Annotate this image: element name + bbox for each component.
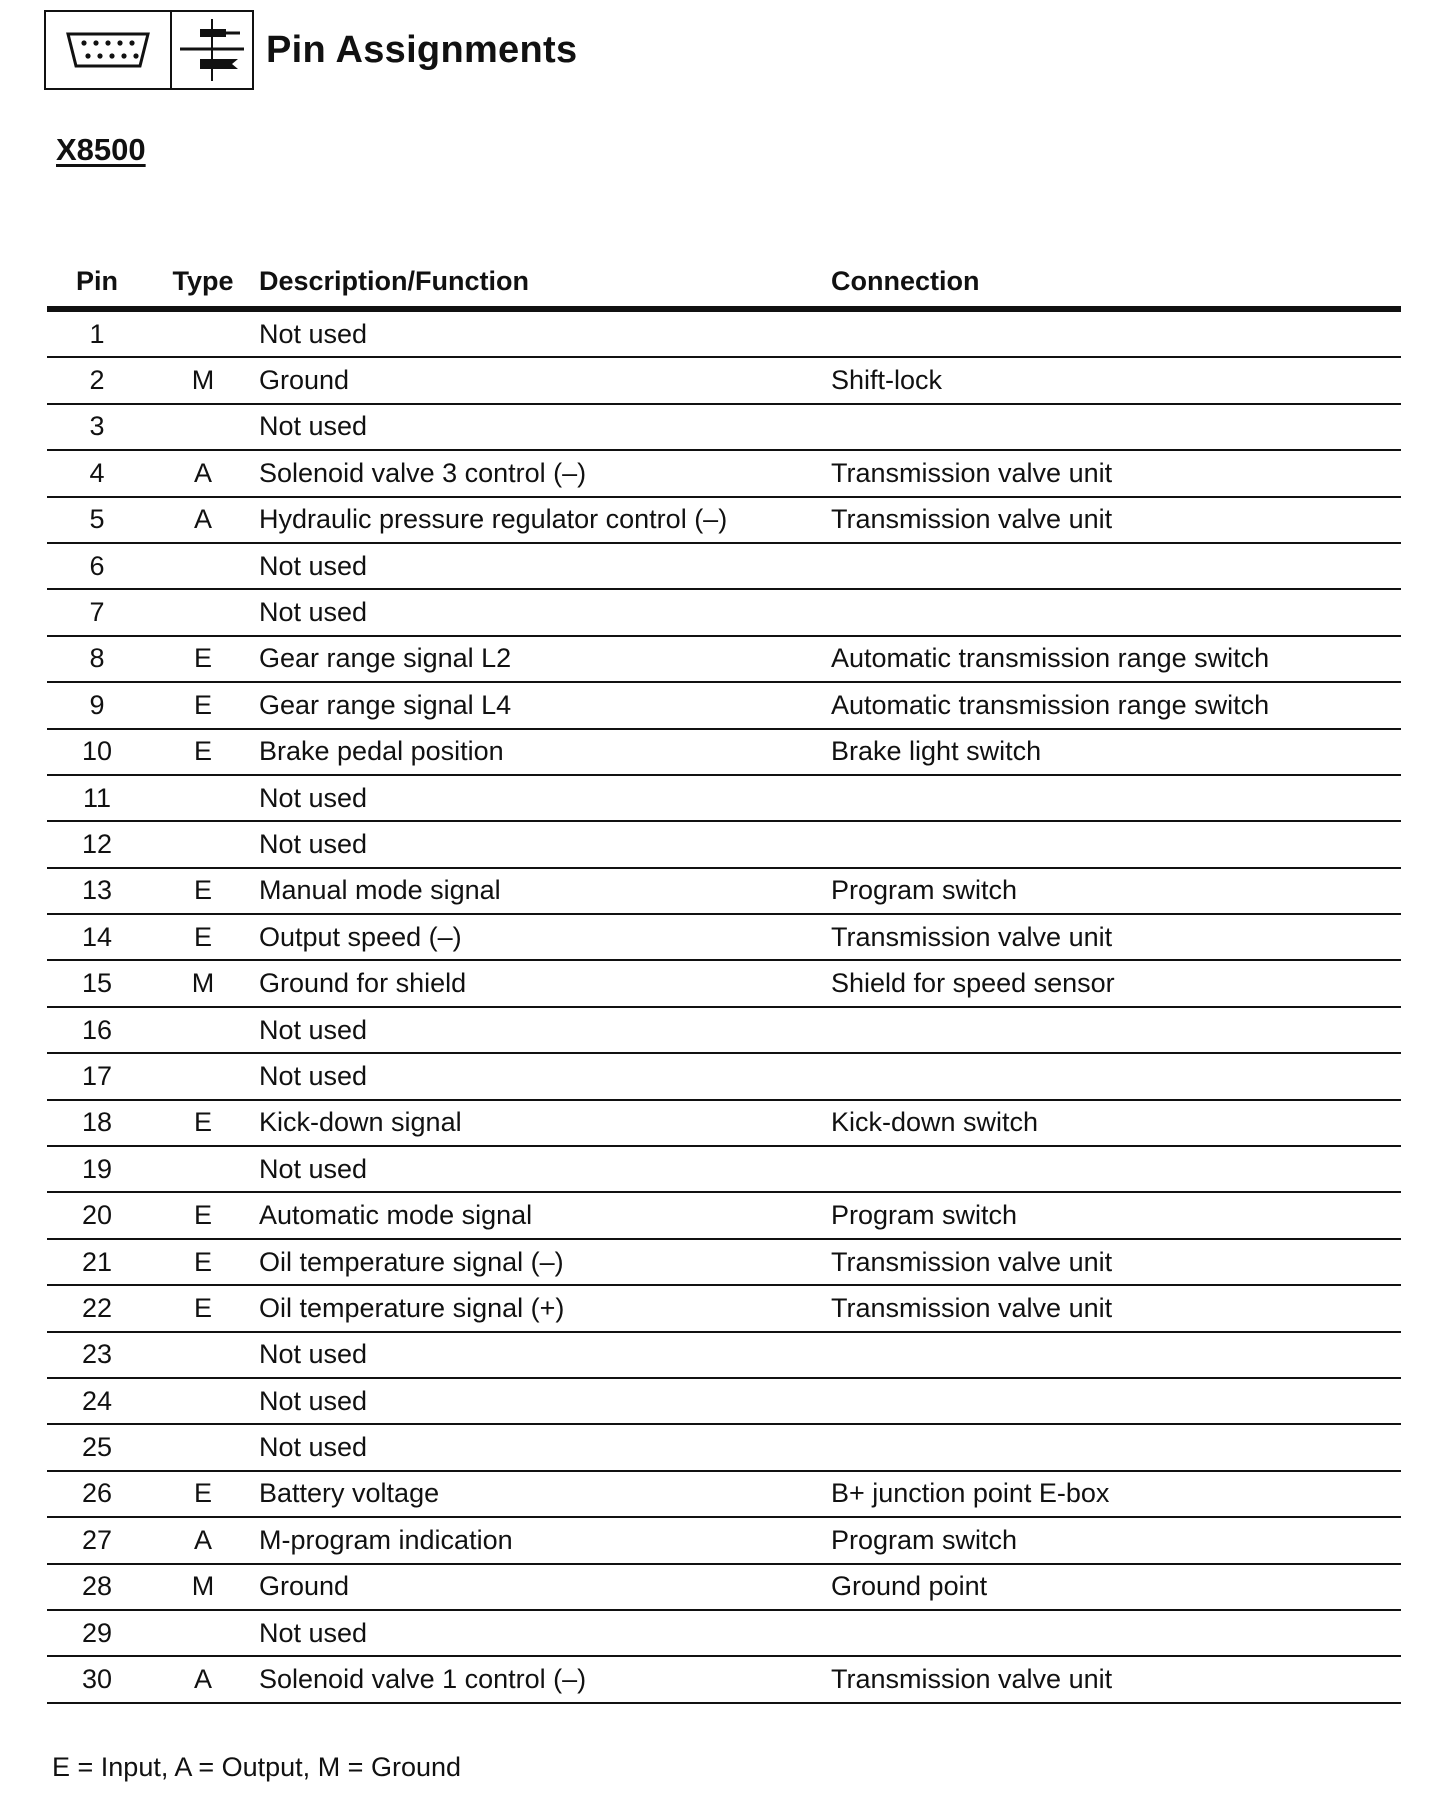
connection-cell: Transmission valve unit <box>831 1664 1113 1695</box>
pin-cell: 8 <box>89 643 105 674</box>
description-cell: Not used <box>259 1617 368 1648</box>
description-cell: Kick-down signal <box>259 1107 462 1138</box>
description-cell: Not used <box>259 411 368 442</box>
pin-cell: 29 <box>81 1617 113 1648</box>
description-cell: Oil temperature signal (–) <box>259 1246 564 1277</box>
column-header-pin: Pin <box>75 265 118 296</box>
table-row <box>47 1193 1401 1239</box>
connection-cell: Kick-down switch <box>831 1107 1039 1138</box>
description-cell: Hydraulic pressure regulator control (–) <box>259 504 728 535</box>
table-row <box>47 730 1401 776</box>
description-cell: Ground <box>259 1571 350 1602</box>
connection-cell: Transmission valve unit <box>831 1246 1113 1277</box>
description-cell: Ground <box>259 365 350 396</box>
pin-cell: 20 <box>81 1200 113 1231</box>
pin-cell: 21 <box>81 1246 113 1277</box>
description-cell: M-program indication <box>259 1524 513 1555</box>
connection-cell: Transmission valve unit <box>831 504 1113 535</box>
pin-cell: 24 <box>81 1385 113 1416</box>
type-cell: A <box>193 1524 212 1555</box>
description-cell: Brake pedal position <box>259 736 504 767</box>
description-cell: Not used <box>259 1014 368 1045</box>
type-cell: E <box>193 875 212 906</box>
table-row <box>47 590 1401 636</box>
connector-id: X8500 <box>56 132 146 167</box>
pin-cell: 6 <box>89 550 105 581</box>
pin-cell: 3 <box>89 411 105 442</box>
connector-icon <box>46 12 172 88</box>
icon-box <box>44 10 254 90</box>
description-cell: Not used <box>259 550 368 581</box>
table-row <box>47 822 1401 868</box>
connection-cell: Transmission valve unit <box>831 457 1113 488</box>
description-cell: Battery voltage <box>259 1478 440 1509</box>
pin-table <box>47 256 1401 1704</box>
connection-cell: Program switch <box>831 875 1018 906</box>
connection-cell: Automatic transmission range switch <box>831 689 1270 720</box>
pin-cell: 10 <box>81 736 113 767</box>
type-cell: E <box>193 1246 212 1277</box>
table-row <box>47 1425 1401 1471</box>
table-row <box>47 1657 1401 1703</box>
pin-cell: 5 <box>89 504 105 535</box>
description-cell: Not used <box>259 1339 368 1370</box>
table-row <box>47 1379 1401 1425</box>
pin-cell: 12 <box>81 828 113 859</box>
table-row <box>47 683 1401 729</box>
table-row <box>47 544 1401 590</box>
column-header-connection: Connection <box>831 265 980 296</box>
table-row <box>47 637 1401 683</box>
pin-cell: 1 <box>89 318 105 349</box>
pin-cell: 16 <box>81 1014 113 1045</box>
table-row <box>47 405 1401 451</box>
connection-cell: Ground point <box>831 1571 988 1602</box>
type-cell: E <box>193 643 212 674</box>
type-cell: E <box>193 689 212 720</box>
table-row <box>47 1101 1401 1147</box>
pin-cell: 15 <box>81 968 113 999</box>
connection-cell: Transmission valve unit <box>831 1292 1113 1323</box>
connection-cell: B+ junction point E-box <box>831 1478 1110 1509</box>
description-cell: Automatic mode signal <box>259 1200 533 1231</box>
pin-cell: 17 <box>81 1060 113 1091</box>
table-row <box>47 1008 1401 1054</box>
pin-cell: 28 <box>81 1571 113 1602</box>
table-row <box>47 498 1401 544</box>
pin-cell: 4 <box>89 457 105 488</box>
type-cell: E <box>193 1200 212 1231</box>
table-row <box>47 312 1401 358</box>
description-cell: Not used <box>259 597 368 628</box>
connection-cell: Transmission valve unit <box>831 921 1113 952</box>
type-cell: E <box>193 736 212 767</box>
type-cell: M <box>191 365 215 396</box>
pin-cell: 30 <box>81 1664 113 1695</box>
table-row <box>47 1147 1401 1193</box>
type-cell: E <box>193 921 212 952</box>
description-cell: Not used <box>259 1153 368 1184</box>
table-row <box>47 869 1401 915</box>
table-row <box>47 915 1401 961</box>
table-row <box>47 1286 1401 1332</box>
header <box>44 10 577 90</box>
table-row <box>47 1565 1401 1611</box>
pin-cell: 13 <box>81 875 113 906</box>
description-cell: Output speed (–) <box>259 921 462 952</box>
table-row <box>47 1472 1401 1518</box>
table-row <box>47 776 1401 822</box>
table-row <box>47 1333 1401 1379</box>
table-header <box>47 256 1401 312</box>
connection-cell: Automatic transmission range switch <box>831 643 1270 674</box>
type-cell: M <box>191 968 215 999</box>
column-header-description: Description/Function <box>259 265 529 296</box>
description-cell: Oil temperature signal (+) <box>259 1292 565 1323</box>
description-cell: Gear range signal L2 <box>259 643 512 674</box>
description-cell: Not used <box>259 782 368 813</box>
pin-cell: 9 <box>89 689 105 720</box>
pin-cell: 19 <box>81 1153 113 1184</box>
connection-cell: Program switch <box>831 1200 1018 1231</box>
description-cell: Not used <box>259 1385 368 1416</box>
description-cell: Not used <box>259 1060 368 1091</box>
pin-cell: 26 <box>81 1478 113 1509</box>
connection-cell: Shield for speed sensor <box>831 968 1115 999</box>
table-row <box>47 1518 1401 1564</box>
description-cell: Solenoid valve 1 control (–) <box>259 1664 587 1695</box>
table-row <box>47 358 1401 404</box>
type-cell: M <box>191 1571 215 1602</box>
connection-cell: Shift-lock <box>831 365 943 396</box>
description-cell: Solenoid valve 3 control (–) <box>259 457 587 488</box>
connection-cell: Brake light switch <box>831 736 1042 767</box>
description-cell: Ground for shield <box>259 968 467 999</box>
pin-cell: 22 <box>81 1292 113 1323</box>
type-cell: E <box>193 1107 212 1138</box>
column-header-type: Type <box>172 265 234 296</box>
type-cell: A <box>193 457 212 488</box>
pin-cell: 23 <box>81 1339 113 1370</box>
description-cell: Not used <box>259 828 368 859</box>
pin-cell: 25 <box>81 1432 113 1463</box>
pin-cell: 27 <box>81 1524 113 1555</box>
legend-footnote: E = Input, A = Output, M = Ground <box>52 1752 462 1782</box>
table-body <box>47 312 1401 1704</box>
description-cell: Not used <box>259 1432 368 1463</box>
table-row <box>47 451 1401 497</box>
table-row <box>47 1611 1401 1657</box>
description-cell: Manual mode signal <box>259 875 501 906</box>
pin-cell: 14 <box>81 921 113 952</box>
description-cell: Gear range signal L4 <box>259 689 512 720</box>
page-title: Pin Assignments <box>266 28 578 71</box>
table-row <box>47 1054 1401 1100</box>
pin-tool-icon <box>172 12 252 88</box>
type-cell: E <box>193 1292 212 1323</box>
type-cell: A <box>193 504 212 535</box>
table-row <box>47 961 1401 1007</box>
pin-cell: 18 <box>81 1107 113 1138</box>
pin-cell: 7 <box>89 597 105 628</box>
pin-cell: 2 <box>89 365 105 396</box>
type-cell: E <box>193 1478 212 1509</box>
description-cell: Not used <box>259 318 368 349</box>
pin-cell: 11 <box>82 782 112 813</box>
type-cell: A <box>193 1664 212 1695</box>
table-row <box>47 1240 1401 1286</box>
connection-cell: Program switch <box>831 1524 1018 1555</box>
